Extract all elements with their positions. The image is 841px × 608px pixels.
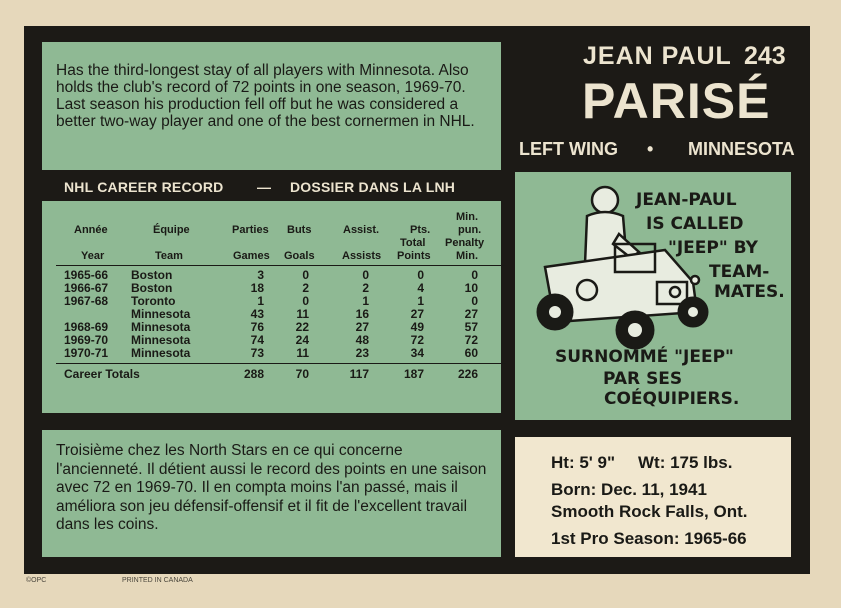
table-row: 1966-67 Boston 18 2 2 4 10 xyxy=(64,281,478,295)
cartoon-line-4: TEAM- xyxy=(709,262,770,282)
french-bio-text: Troisième chez les North Stars en ce qui concerne l'ancienneté. Il détient aussi le record des points en une saison avec 72 en 1969-70. Il en compta moins l'an passé, mais il améliora son jeu défensif-offensif et il fit de l'excellent travail dans les coins. xyxy=(56,442,487,533)
record-title-bar xyxy=(42,177,501,197)
header-total: Total xyxy=(400,237,426,249)
header-annee: Année xyxy=(74,224,108,236)
header-assists: Assists xyxy=(342,250,382,262)
table-row: 1969-70 Minnesota 74 24 48 72 72 xyxy=(64,333,478,347)
header-parties: Parties xyxy=(232,224,269,236)
record-title-fr: DOSSIER DANS LA LNH xyxy=(290,179,456,195)
card-number: 243 xyxy=(744,42,786,70)
header-year: Year xyxy=(81,250,105,262)
header-min2: Min. xyxy=(456,250,478,262)
record-title-dash: — xyxy=(257,179,272,195)
english-bio-box xyxy=(42,42,501,170)
copyright-mark: ©OPC xyxy=(26,577,47,584)
header-penalty: Penalty xyxy=(445,237,485,249)
player-position: LEFT WING xyxy=(519,139,618,159)
header-rule xyxy=(56,265,506,266)
table-row: 1968-69 Minnesota 76 22 27 49 57 xyxy=(64,320,478,334)
record-title-en: NHL CAREER RECORD xyxy=(64,179,224,195)
cartoon-panel xyxy=(515,172,791,420)
header-buts: Buts xyxy=(287,224,312,236)
header-min: Min. xyxy=(456,211,478,223)
cartoon-line-1: JEAN-PAUL xyxy=(636,190,737,210)
table-row: 1970-71 Minnesota 73 11 23 34 60 xyxy=(64,346,478,360)
career-record-table xyxy=(42,201,501,413)
table-row: Minnesota 43 11 16 27 27 xyxy=(131,307,478,321)
cartoon-line-fr-1: SURNOMMÉ "JEEP" xyxy=(555,347,734,367)
header-equipe: Équipe xyxy=(153,224,190,236)
separator-dot: • xyxy=(647,139,654,159)
header-pun: pun. xyxy=(458,224,482,236)
header-goals: Goals xyxy=(284,250,315,262)
weight: Wt: 175 lbs. xyxy=(638,453,733,472)
player-last-name: PARISÉ xyxy=(582,73,771,129)
player-name-area xyxy=(515,40,795,165)
printed-in-canada: PRINTED IN CANADA xyxy=(122,577,193,584)
first-pro-season: 1st Pro Season: 1965-66 xyxy=(551,529,747,548)
height: Ht: 5' 9" xyxy=(551,453,616,472)
cartoon-line-5: MATES. xyxy=(714,282,785,302)
born-date: Born: Dec. 11, 1941 xyxy=(551,480,707,499)
cartoon-line-3: "JEEP" BY xyxy=(668,238,758,258)
english-bio-text: Has the third-longest stay of all players with Minnesota. Also holds the club's record of 72 points in one season, 1969-70. Last season his production fell off but he was considered a better two-way player and one of the best cornermen in NHL. xyxy=(56,62,475,130)
player-team: MINNESOTA xyxy=(688,139,795,159)
header-games: Games xyxy=(233,250,270,262)
cartoon-line-fr-3: COÉQUIPIERS. xyxy=(604,389,740,409)
french-bio-box xyxy=(42,430,501,557)
player-first-name: JEAN PAUL xyxy=(583,42,732,70)
totals-row: Career Totals 288 70 117 187 226 xyxy=(64,367,478,381)
vital-stats-box xyxy=(515,437,791,557)
header-points: Points xyxy=(397,250,431,262)
totals-rule xyxy=(56,363,506,364)
cartoon-line-2: IS CALLED xyxy=(646,214,744,234)
header-team: Team xyxy=(155,250,183,262)
table-row: 1967-68 Toronto 1 0 1 1 0 xyxy=(64,294,478,308)
cartoon-line-fr-2: PAR SES xyxy=(603,369,683,389)
header-assist-fr: Assist. xyxy=(343,224,380,236)
header-pts: Pts. xyxy=(410,224,431,236)
birthplace: Smooth Rock Falls, Ont. xyxy=(551,502,748,521)
table-row: 1965-66 Boston 3 0 0 0 0 xyxy=(64,268,478,282)
